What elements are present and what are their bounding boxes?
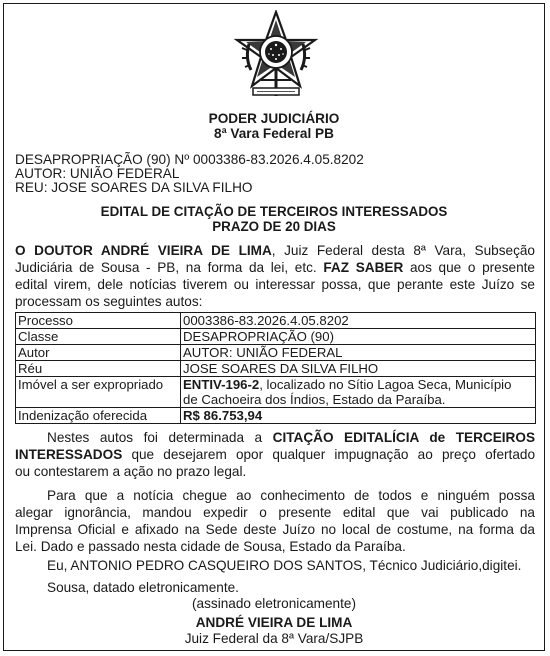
brazil-coat-of-arms-icon — [231, 10, 321, 102]
table-row — [16, 377, 536, 408]
row-value: 0003386-83.2026.4.05.8202 — [181, 313, 536, 329]
court-name: PODER JUDICIÁRIO — [208, 111, 340, 126]
row-value: ENTIV-196-2, localizado no Sítio Lagoa Seca, Município de Cachoeira dos Índios, Estado da Paraíba. — [181, 377, 536, 408]
row-value: AUTOR: UNIÃO FEDERAL — [181, 345, 536, 361]
date-line: Sousa, datado eletronicamente. — [47, 580, 239, 595]
case-line: REU: JOSE SOARES DA SILVA FILHO — [15, 180, 253, 195]
signer-name: ANDRÉ VIEIRA DE LIMA — [195, 615, 353, 630]
edital-subtitle: PRAZO DE 20 DIAS — [212, 219, 336, 234]
clerk-line: Eu, ANTONIO PEDRO CASQUEIRO DOS SANTOS, Técnico Judiciário,digitei. — [47, 558, 522, 573]
case-line: DESAPROPRIAÇÃO (90) Nº 0003386-83.2026.4.05.8202 — [15, 152, 364, 167]
table-row — [16, 361, 536, 377]
table-row — [16, 345, 536, 361]
case-line: AUTOR: UNIÃO FEDERAL — [15, 166, 180, 181]
table-row — [16, 408, 536, 424]
row-value: R$ 86.753,94 — [181, 408, 536, 424]
row-label: Imóvel a ser expropriado — [16, 377, 181, 408]
judge-name: O DOUTOR ANDRÉ VIEIRA DE LIMA — [15, 243, 272, 258]
table-row — [16, 329, 536, 345]
court-vara: 8ª Vara Federal PB — [214, 126, 334, 141]
edital-page — [3, 3, 545, 651]
signer-role: Juiz Federal da 8ª Vara/SJPB — [184, 631, 364, 646]
publication-paragraph: Para que a notícia chegue ao conhecimento de todos e ninguém possa alegar ignorância, mandou expedir o presente edital que vai publicado na Imprensa Oficial e afixado na Sede deste Juízo no local de costume, na forma da Lei. Dado e passado nesta cidade de Sousa, Estado da Paraíba. — [15, 488, 535, 554]
row-label: Classe — [16, 329, 181, 345]
row-label: Réu — [16, 361, 181, 377]
row-label: Processo — [16, 313, 181, 329]
citation-paragraph: Nestes autos foi determinada a CITAÇÃO EDITALÍCIA de TERCEIROS INTERESSADOS que desejarem opor qualquer impugnação ao preço ofertado ou contestarem a ação no prazo legal. — [15, 430, 536, 479]
row-label: Indenização oferecida — [16, 408, 181, 424]
row-value: JOSE SOARES DA SILVA FILHO — [181, 361, 536, 377]
row-label: Autor — [16, 345, 181, 361]
case-table — [15, 312, 536, 424]
row-value: DESAPROPRIAÇÃO (90) — [181, 329, 536, 345]
signature-note: (assinado eletronicamente) — [192, 596, 356, 611]
faz-saber: FAZ SABER — [323, 260, 404, 275]
edital-title: EDITAL DE CITAÇÃO DE TERCEIROS INTERESSADOS — [100, 204, 448, 219]
intro-paragraph: O DOUTOR ANDRÉ VIEIRA DE LIMA, Juiz Federal desta 8ª Vara, Subseção Judiciária de Sousa - PB, na forma da lei, etc. FAZ SABER aos que o presente edital virem, dele notícias tiverem ou interessar possa, que perante este Juízo se processam os seguintes autos: — [15, 243, 535, 309]
table-row — [16, 313, 536, 329]
